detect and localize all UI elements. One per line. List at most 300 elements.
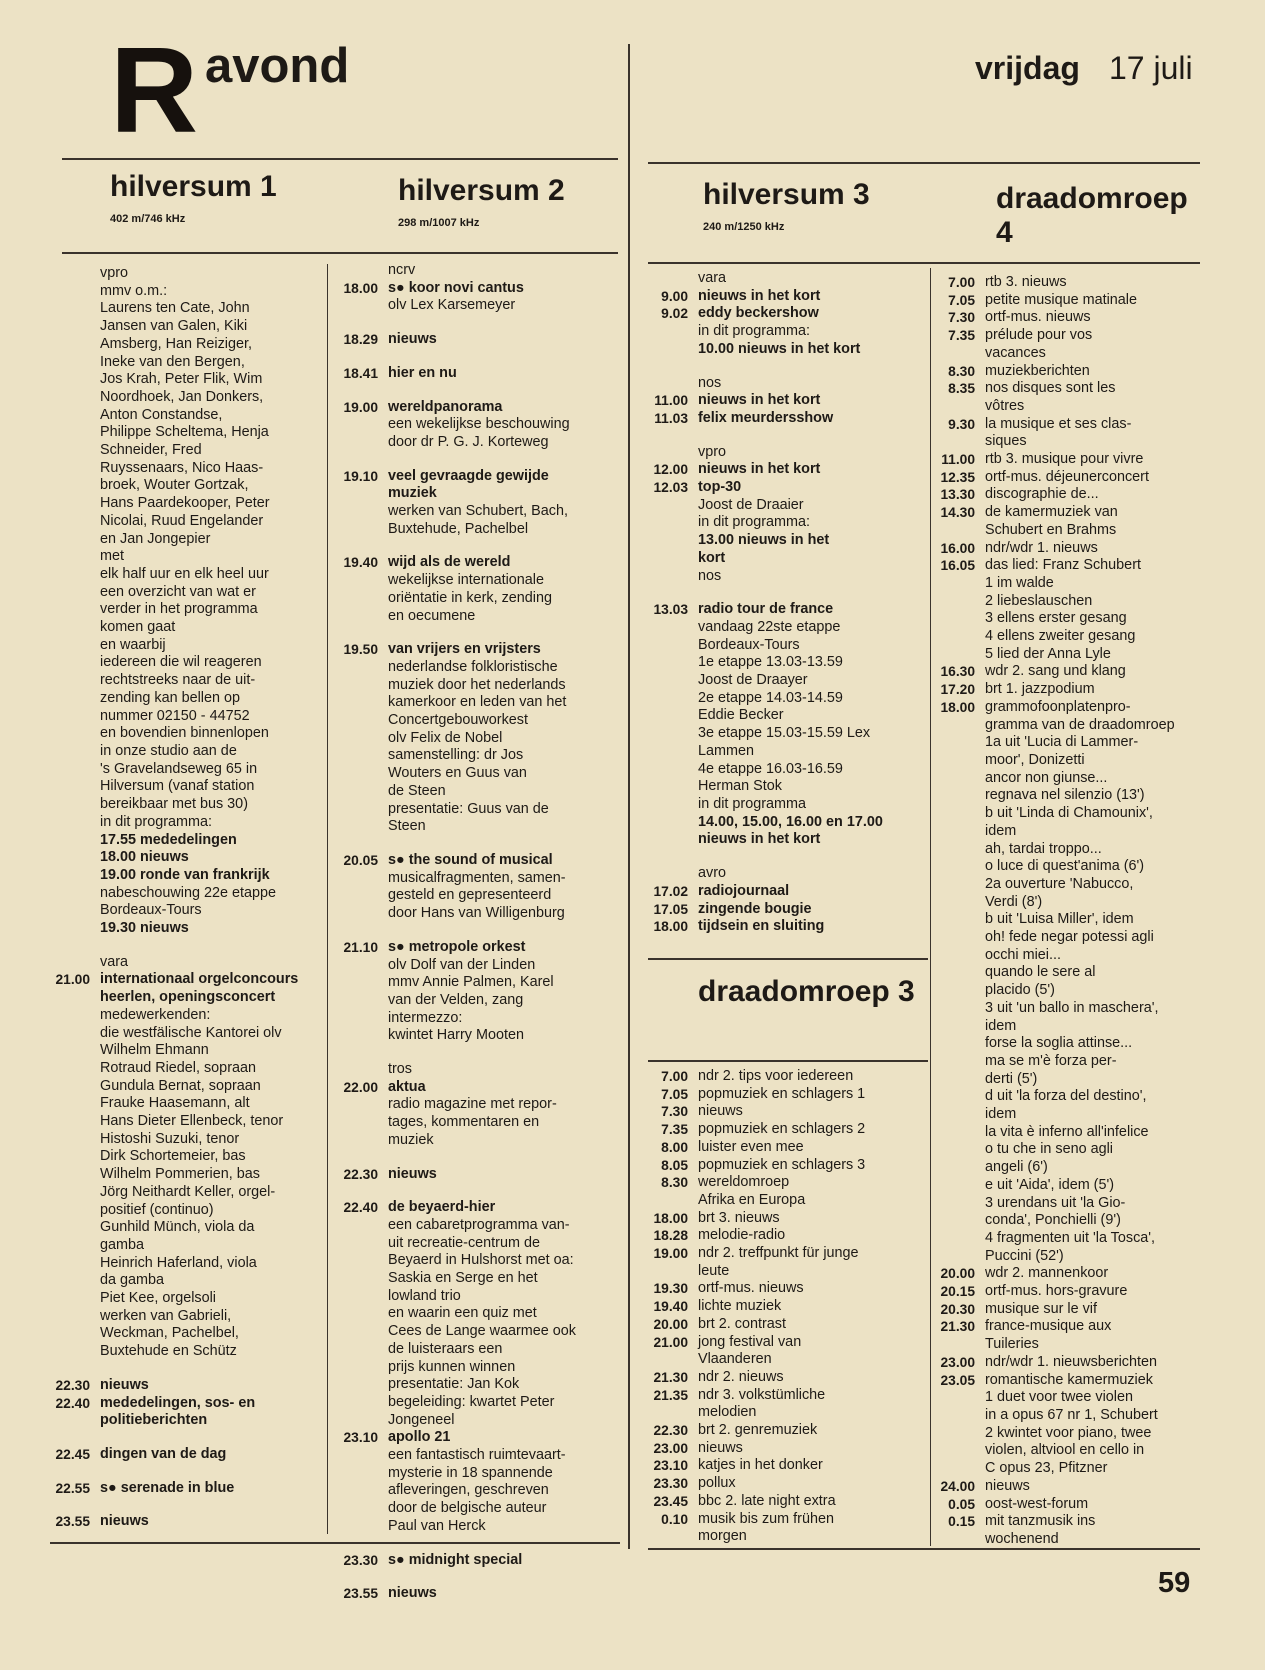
programme-title: politieberichten xyxy=(100,1412,208,1429)
programme-time xyxy=(50,637,100,655)
programme-text: muziekberichten xyxy=(985,362,1090,379)
programme-entry xyxy=(648,1440,930,1458)
programme-entry xyxy=(50,1078,330,1096)
programme-text: 's Gravelandseweg 65 in xyxy=(100,760,258,777)
programme-entry xyxy=(648,1157,930,1175)
programme-text: vpro xyxy=(698,443,726,460)
programme-time: 19.00 xyxy=(343,399,378,415)
programme-time xyxy=(50,1007,100,1025)
programme-text: siques xyxy=(985,433,1027,450)
programme-time: 23.55 xyxy=(55,1514,90,1530)
programme-entry xyxy=(935,646,1203,664)
programme-entry xyxy=(50,407,330,425)
programme-text: positief (continuo) xyxy=(100,1201,214,1218)
programme-title: nieuws xyxy=(388,1165,437,1182)
programme-time xyxy=(50,371,100,389)
programme-time: 22.40 xyxy=(55,1395,90,1411)
programme-entry xyxy=(648,497,930,515)
programme-entry xyxy=(50,954,330,972)
programme-text: door Hans van Willigenburg xyxy=(388,905,565,922)
programme-time xyxy=(338,1359,388,1377)
programme-entry xyxy=(338,1465,624,1483)
programme-entry xyxy=(50,1343,330,1361)
programme-entry xyxy=(648,341,930,359)
station-name: hilversum 3 xyxy=(703,178,870,211)
programme-time: 9.30 xyxy=(948,416,975,432)
programme-entry xyxy=(648,865,930,883)
programme-time: 20.05 xyxy=(343,852,378,868)
programme-text: ndr 2. nieuws xyxy=(698,1368,784,1385)
programme-time xyxy=(935,894,985,912)
programme-time xyxy=(648,341,698,359)
programme-entry xyxy=(935,1531,1203,1549)
programme-text: 5 lied der Anna Lyle xyxy=(985,645,1111,662)
programme-text: ndr/wdr 1. nieuws xyxy=(985,539,1098,556)
programme-entry xyxy=(50,442,330,460)
programme-text: lowland trio xyxy=(388,1287,461,1304)
programme-time xyxy=(648,761,698,779)
programme-entry xyxy=(50,1042,330,1060)
programme-title: internationaal orgelconcours xyxy=(100,971,299,988)
programme-entry xyxy=(935,628,1203,646)
programme-time xyxy=(338,262,388,280)
programme-time: 22.40 xyxy=(343,1200,378,1216)
programme-entry xyxy=(648,1493,930,1511)
programme-time xyxy=(935,1071,985,1089)
programme-text: Nicolai, Ruud Engelander xyxy=(100,512,264,529)
programme-entry xyxy=(935,1230,1203,1248)
programme-time xyxy=(338,730,388,748)
programme-entry xyxy=(935,717,1203,735)
programme-entry xyxy=(338,1585,624,1603)
programme-time xyxy=(50,407,100,425)
programme-text: gamba xyxy=(100,1236,145,1253)
programme-text: verder in het programma xyxy=(100,601,258,618)
programme-text: tages, kommentaren en xyxy=(388,1114,540,1131)
programme-text: oost-west-forum xyxy=(985,1495,1089,1512)
programme-time xyxy=(338,747,388,765)
programme-time: 8.00 xyxy=(661,1139,688,1155)
programme-time xyxy=(50,283,100,301)
programme-text: zending kan bellen op xyxy=(100,689,241,706)
programme-entry xyxy=(648,1245,930,1263)
programme-title: zingende bougie xyxy=(698,900,812,917)
programme-entry xyxy=(935,929,1203,947)
programme-entry xyxy=(50,920,330,938)
programme-entry xyxy=(50,283,330,301)
programme-text: e uit 'Aida', idem (5') xyxy=(985,1176,1115,1193)
programme-text: met xyxy=(100,548,124,565)
programme-text: conda', Ponchielli (9') xyxy=(985,1212,1121,1229)
programme-time: 22.00 xyxy=(343,1079,378,1095)
programme-text: bereikbaar met bus 30) xyxy=(100,796,248,813)
programme-time xyxy=(338,1235,388,1253)
programme-entry xyxy=(935,1496,1203,1514)
programme-entry xyxy=(648,778,930,796)
programme-text: moor', Donizetti xyxy=(985,751,1085,768)
programme-time: 17.05 xyxy=(653,901,688,917)
programme-time xyxy=(935,1018,985,1036)
programme-time xyxy=(50,1131,100,1149)
programme-text: melodie-radio xyxy=(698,1227,786,1244)
programme-entry xyxy=(935,787,1203,805)
programme-entry xyxy=(648,725,930,743)
programme-text: la vita è inferno all'infelice xyxy=(985,1123,1149,1140)
programme-text: Puccini (52') xyxy=(985,1247,1064,1264)
station-name: hilversum 2 xyxy=(398,174,565,207)
programme-text: 3 uit 'un ballo in maschera', xyxy=(985,999,1159,1016)
programme-time xyxy=(935,1407,985,1425)
programme-entry xyxy=(648,532,930,550)
programme-text: 4 ellens zweiter gesang xyxy=(985,628,1136,645)
programme-time xyxy=(935,1177,985,1195)
programme-time xyxy=(338,992,388,1010)
programme-text: wereldomroep xyxy=(698,1174,790,1191)
programme-text: wochenend xyxy=(985,1530,1059,1547)
programme-entry xyxy=(935,1265,1203,1283)
programme-entry xyxy=(50,1446,330,1464)
programme-time xyxy=(50,1290,100,1308)
programme-time: 21.10 xyxy=(343,939,378,955)
programme-text: morgen xyxy=(698,1528,747,1545)
programme-title: 19.30 nieuws xyxy=(100,920,189,937)
programme-text: idem xyxy=(985,1017,1017,1034)
programme-time xyxy=(935,1159,985,1177)
programme-text: Gundula Bernat, sopraan xyxy=(100,1077,261,1094)
programme-time xyxy=(50,761,100,779)
programme-time: 23.30 xyxy=(343,1552,378,1568)
programme-entry xyxy=(338,503,624,521)
programme-time xyxy=(338,974,388,992)
programme-entry xyxy=(935,663,1203,681)
programme-text: olv Lex Karsemeyer xyxy=(388,297,516,314)
station-frequency: 402 m/746 kHz xyxy=(110,213,186,225)
programme-text: vara xyxy=(698,270,726,286)
programme-entry xyxy=(648,1192,930,1210)
programme-text: Steen xyxy=(388,818,426,835)
programme-time xyxy=(935,1248,985,1266)
programme-time xyxy=(50,796,100,814)
programme-title: 14.00, 15.00, 16.00 en 17.00 xyxy=(698,813,883,830)
programme-entry xyxy=(50,989,330,1007)
programme-title: mededelingen, sos- en xyxy=(100,1394,256,1411)
programme-text: bbc 2. late night extra xyxy=(698,1492,836,1509)
programme-time xyxy=(338,1376,388,1394)
programme-entry xyxy=(648,601,930,619)
programme-entry xyxy=(648,1086,930,1104)
programme-entry xyxy=(50,1480,330,1498)
spacer xyxy=(648,428,930,444)
rule-draadomroep3 xyxy=(648,958,928,960)
programme-text: nederlandse folkloristische xyxy=(388,658,558,675)
programme-entry xyxy=(50,460,330,478)
programme-entry xyxy=(935,327,1203,345)
programme-time xyxy=(648,831,698,849)
programme-text: brt 1. jazzpodium xyxy=(985,681,1095,698)
spacer xyxy=(50,1464,330,1480)
programme-entry xyxy=(648,1334,930,1352)
programme-title: felix meurdersshow xyxy=(698,409,834,426)
programme-time xyxy=(50,619,100,637)
programme-text: Noordhoek, Jan Donkers, xyxy=(100,388,264,405)
spacer xyxy=(648,359,930,375)
programme-time xyxy=(50,1325,100,1343)
spacer xyxy=(338,383,624,399)
spacer xyxy=(338,1150,624,1166)
programme-time: 21.35 xyxy=(653,1387,688,1403)
programme-time: 0.15 xyxy=(948,1514,975,1530)
programme-entry xyxy=(648,375,930,393)
programme-list-draadomroep-4 xyxy=(935,274,1203,1549)
programme-time xyxy=(338,694,388,712)
programme-text: mmv o.m.: xyxy=(100,282,168,299)
programme-entry xyxy=(50,548,330,566)
programme-text: 4 fragmenten uit 'la Tosca', xyxy=(985,1229,1156,1246)
programme-time: 19.40 xyxy=(653,1299,688,1315)
programme-title: radio tour de france xyxy=(698,601,834,618)
programme-time xyxy=(50,708,100,726)
programme-text: Heinrich Haferland, viola xyxy=(100,1254,257,1271)
programme-text: Laurens ten Cate, John xyxy=(100,300,250,317)
programme-time xyxy=(50,424,100,442)
programme-time xyxy=(935,1212,985,1230)
programme-text: een wekelijkse beschouwing xyxy=(388,416,570,433)
spacer xyxy=(338,349,624,365)
programme-time xyxy=(50,1255,100,1273)
programme-text: france-musique aux xyxy=(985,1318,1112,1335)
programme-text: Frauke Haasemann, alt xyxy=(100,1095,250,1112)
programme-text: gesteld en gepresenteerd xyxy=(388,887,552,904)
programme-entry xyxy=(50,654,330,672)
programme-entry xyxy=(648,1298,930,1316)
programme-time xyxy=(50,989,100,1007)
programme-time xyxy=(50,513,100,531)
programme-time xyxy=(648,814,698,832)
programme-entry xyxy=(648,1121,930,1139)
programme-text: Hilversum (vanaf station xyxy=(100,778,255,795)
programme-text: vandaag 22ste etappe xyxy=(698,618,841,635)
programme-entry xyxy=(50,708,330,726)
programme-time xyxy=(50,495,100,513)
divider-col3-col4 xyxy=(930,268,931,1546)
programme-list-hilversum-1 xyxy=(50,265,330,1531)
programme-text: rechtstreeks naar de uit- xyxy=(100,672,256,689)
programme-time xyxy=(50,1042,100,1060)
programme-time xyxy=(648,270,698,288)
programme-text: muziek xyxy=(388,1131,434,1148)
programme-time xyxy=(50,832,100,850)
spacer xyxy=(50,1497,330,1513)
programme-title: nieuws in het kort xyxy=(698,831,821,848)
programme-entry xyxy=(338,1010,624,1028)
spacer xyxy=(648,849,930,865)
spacer xyxy=(338,1536,624,1552)
programme-entry xyxy=(50,1325,330,1343)
programme-time xyxy=(648,690,698,708)
programme-entry xyxy=(935,1425,1203,1443)
programme-time xyxy=(50,725,100,743)
programme-entry xyxy=(50,1131,330,1149)
programme-entry xyxy=(50,867,330,885)
programme-time xyxy=(50,318,100,336)
programme-entry xyxy=(338,1199,624,1217)
spacer xyxy=(648,585,930,601)
programme-time xyxy=(50,654,100,672)
programme-entry xyxy=(648,1103,930,1121)
programme-time xyxy=(50,1095,100,1113)
programme-time xyxy=(50,1025,100,1043)
programme-time xyxy=(338,572,388,590)
programme-text: presentatie: Jan Kok xyxy=(388,1376,520,1393)
programme-text: de kamermuziek van xyxy=(985,504,1118,521)
programme-text: Piet Kee, orgelsoli xyxy=(100,1290,216,1307)
spacer xyxy=(338,1045,624,1061)
programme-time xyxy=(648,497,698,515)
programme-time xyxy=(50,920,100,938)
programme-entry xyxy=(935,1318,1203,1336)
programme-entry xyxy=(50,743,330,761)
programme-time xyxy=(338,1252,388,1270)
programme-time: 23.45 xyxy=(653,1493,688,1509)
programme-time xyxy=(338,783,388,801)
programme-entry xyxy=(50,849,330,867)
programme-title: nieuws xyxy=(100,1376,149,1393)
station-head-hilversum-1 xyxy=(110,170,277,226)
programme-text: vacances xyxy=(985,344,1046,361)
programme-list-hilversum-2 xyxy=(338,262,624,1603)
programme-text: musicalfragmenten, samen- xyxy=(388,869,566,886)
programme-text: Herman Stok xyxy=(698,778,782,795)
programme-text: Anton Constandse, xyxy=(100,406,223,423)
programme-text: popmuziek en schlagers 2 xyxy=(698,1121,866,1138)
programme-time xyxy=(338,1500,388,1518)
programme-entry xyxy=(935,1035,1203,1053)
programme-time xyxy=(935,717,985,735)
page-title: avond xyxy=(205,39,350,93)
programme-entry xyxy=(935,1018,1203,1036)
programme-time xyxy=(338,1288,388,1306)
programme-time xyxy=(338,1465,388,1483)
programme-text: Concertgebouworkest xyxy=(388,712,528,729)
programme-time: 23.30 xyxy=(653,1476,688,1492)
programme-text: Ineke van den Bergen, xyxy=(100,353,245,370)
programme-text: een fantastisch ruimtevaart- xyxy=(388,1447,566,1464)
programme-text: melodien xyxy=(698,1404,757,1421)
programme-text: en Jan Jongepier xyxy=(100,530,211,547)
programme-entry xyxy=(50,814,330,832)
programme-entry xyxy=(50,477,330,495)
programme-entry xyxy=(935,1283,1203,1301)
programme-text: Hans Paardekooper, Peter xyxy=(100,495,270,512)
programme-time xyxy=(935,770,985,788)
programme-time: 18.00 xyxy=(343,280,378,296)
programme-entry xyxy=(935,823,1203,841)
programme-title: s● koor novi cantus xyxy=(388,279,524,296)
programme-time: 23.10 xyxy=(653,1458,688,1474)
programme-text: werken van Schubert, Bach, xyxy=(388,503,568,520)
programme-time: 22.30 xyxy=(55,1377,90,1393)
programme-time xyxy=(50,265,100,283)
programme-time xyxy=(50,601,100,619)
programme-time xyxy=(935,964,985,982)
programme-entry xyxy=(935,1071,1203,1089)
programme-entry xyxy=(935,1478,1203,1496)
programme-time: 20.15 xyxy=(940,1284,975,1300)
station-name: draadomroep 3 xyxy=(698,975,915,1008)
programme-title: tijdsein en sluiting xyxy=(698,918,825,935)
programme-text: ortf-mus. nieuws xyxy=(698,1280,804,1297)
programme-title: nieuws xyxy=(388,1585,437,1602)
programme-entry xyxy=(338,747,624,765)
programme-text: ah, tardai troppo... xyxy=(985,840,1102,857)
programme-time xyxy=(50,584,100,602)
programme-text: oh! fede negar potessi agli xyxy=(985,929,1154,946)
programme-entry xyxy=(338,1252,624,1270)
programme-entry xyxy=(935,1195,1203,1213)
programme-entry xyxy=(50,1272,330,1290)
spacer xyxy=(50,1361,330,1377)
programme-entry xyxy=(648,392,930,410)
programme-text: radio magazine met repor- xyxy=(388,1096,557,1113)
spacer xyxy=(338,315,624,331)
programme-text: 1 im walde xyxy=(985,574,1054,591)
programme-entry xyxy=(50,1184,330,1202)
programme-time: 19.10 xyxy=(343,468,378,484)
programme-entry xyxy=(50,1060,330,1078)
programme-time: 13.30 xyxy=(940,487,975,503)
programme-entry xyxy=(50,1412,330,1430)
programme-time xyxy=(50,849,100,867)
programme-time xyxy=(338,1394,388,1412)
programme-time xyxy=(338,677,388,695)
programme-entry xyxy=(50,796,330,814)
programme-entry xyxy=(338,1027,624,1045)
programme-text: nos disques sont les xyxy=(985,380,1116,397)
programme-time: 8.35 xyxy=(948,381,975,397)
programme-entry xyxy=(648,831,930,849)
programme-time xyxy=(935,628,985,646)
programme-entry xyxy=(648,1263,930,1281)
programme-time xyxy=(648,444,698,462)
programme-time xyxy=(935,1389,985,1407)
programme-time xyxy=(338,1010,388,1028)
programme-text: medewerkenden: xyxy=(100,1006,211,1023)
programme-text: placido (5') xyxy=(985,982,1055,999)
programme-entry xyxy=(338,887,624,905)
programme-entry xyxy=(648,1404,930,1422)
programme-text: popmuziek en schlagers 1 xyxy=(698,1085,866,1102)
programme-entry xyxy=(338,416,624,434)
programme-entry xyxy=(50,601,330,619)
programme-entry xyxy=(338,1447,624,1465)
programme-entry xyxy=(935,1442,1203,1460)
programme-entry xyxy=(50,300,330,318)
programme-entry xyxy=(648,444,930,462)
programme-entry xyxy=(338,957,624,975)
station-frequency: 240 m/1250 kHz xyxy=(703,221,785,233)
programme-text: petite musique matinale xyxy=(985,291,1137,308)
programme-text: ndr 2. treffpunkt für junge xyxy=(698,1245,859,1262)
programme-time xyxy=(935,841,985,859)
programme-time xyxy=(50,867,100,885)
programme-text: Schubert en Brahms xyxy=(985,521,1117,538)
programme-entry xyxy=(935,894,1203,912)
programme-time: 8.30 xyxy=(661,1175,688,1191)
programme-text: Buxtehude en Schütz xyxy=(100,1343,237,1360)
programme-entry xyxy=(648,1280,930,1298)
programme-entry xyxy=(935,911,1203,929)
programme-entry xyxy=(648,1528,930,1546)
